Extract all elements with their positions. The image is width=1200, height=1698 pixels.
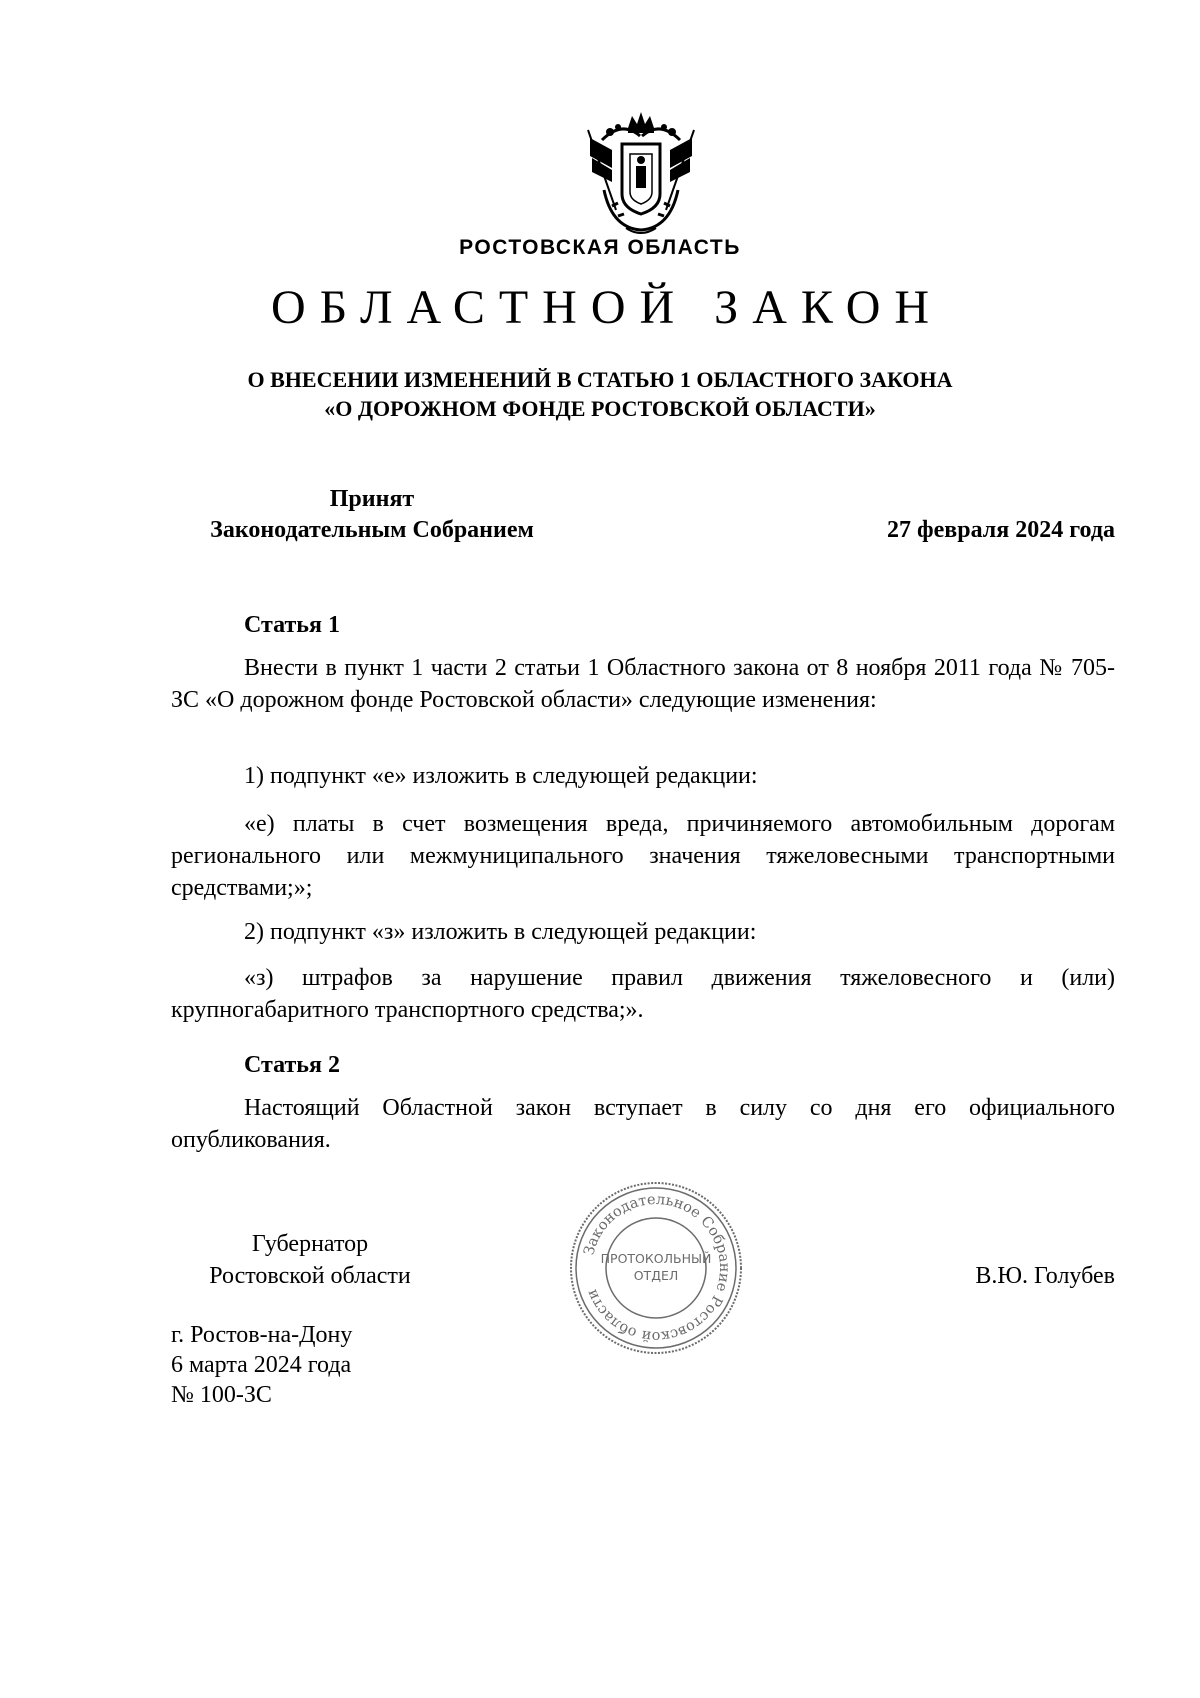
- stamp-center-line-2: ОТДЕЛ: [633, 1268, 679, 1283]
- law-title-line-2: «О ДОРОЖНОМ ФОНДЕ РОСТОВСКОЙ ОБЛАСТИ»: [324, 396, 876, 421]
- article-1-item-1: 1) подпункт «е» изложить в следующей редакции:: [244, 763, 758, 789]
- adoption-date: 27 февраля 2024 года: [887, 517, 1115, 543]
- governor-title: [160, 1228, 460, 1292]
- article-1-item-2: 2) подпункт «з» изложить в следующей редакции:: [244, 919, 757, 945]
- stamp-ring-text: Законодательное Собрание Ростовской области: [581, 1191, 733, 1345]
- coat-of-arms-icon: [582, 110, 700, 240]
- region-name: РОСТОВСКАЯ ОБЛАСТЬ: [459, 236, 741, 259]
- governor-title-line-2: Ростовской области: [209, 1263, 411, 1289]
- adoption-line-1: Принят: [329, 486, 415, 512]
- governor-title-line-1: Губернатор: [251, 1231, 369, 1257]
- governor-name: В.Ю. Голубев: [975, 1263, 1115, 1289]
- law-number: № 100-ЗС: [171, 1382, 272, 1408]
- article-1-heading: Статья 1: [244, 612, 340, 638]
- article-2-heading: Статья 2: [244, 1052, 340, 1078]
- adoption-block: [172, 484, 572, 546]
- issue-place: г. Ростов-на-Дону: [171, 1322, 353, 1348]
- issue-date: 6 марта 2024 года: [171, 1352, 352, 1378]
- article-1-intro: Внести в пункт 1 части 2 статьи 1 Областного закона от 8 ноября 2011 года № 705-ЗС «О дорожном фонде Ростовской области» следующие изменения:: [171, 655, 1115, 713]
- stamp-center-line-1: ПРОТОКОЛЬНЫЙ: [600, 1251, 712, 1266]
- law-title-line-1: О ВНЕСЕНИИ ИЗМЕНЕНИЙ В СТАТЬЮ 1 ОБЛАСТНОГО ЗАКОНА: [247, 367, 953, 392]
- article-1-item-2-text: «з) штрафов за нарушение правил движения тяжеловесного и (или) крупногабаритного транспортного средства;».: [171, 965, 1115, 1023]
- adoption-line-2: Законодательным Собранием: [210, 517, 534, 543]
- article-1-item-1-text: «е) платы в счет возмещения вреда, причиняемого автомобильным дорогам регионального или межмуниципального значения тяжеловесными транспортными средствами;»;: [171, 811, 1115, 901]
- issue-details: [171, 1320, 352, 1410]
- official-stamp: [568, 1180, 744, 1356]
- document-type-heading: ОБЛАСТНОЙ ЗАКОН: [270, 281, 944, 334]
- law-title: [0, 365, 1200, 423]
- article-2-text: Настоящий Областной закон вступает в силу со дня его официального опубликования.: [171, 1095, 1115, 1153]
